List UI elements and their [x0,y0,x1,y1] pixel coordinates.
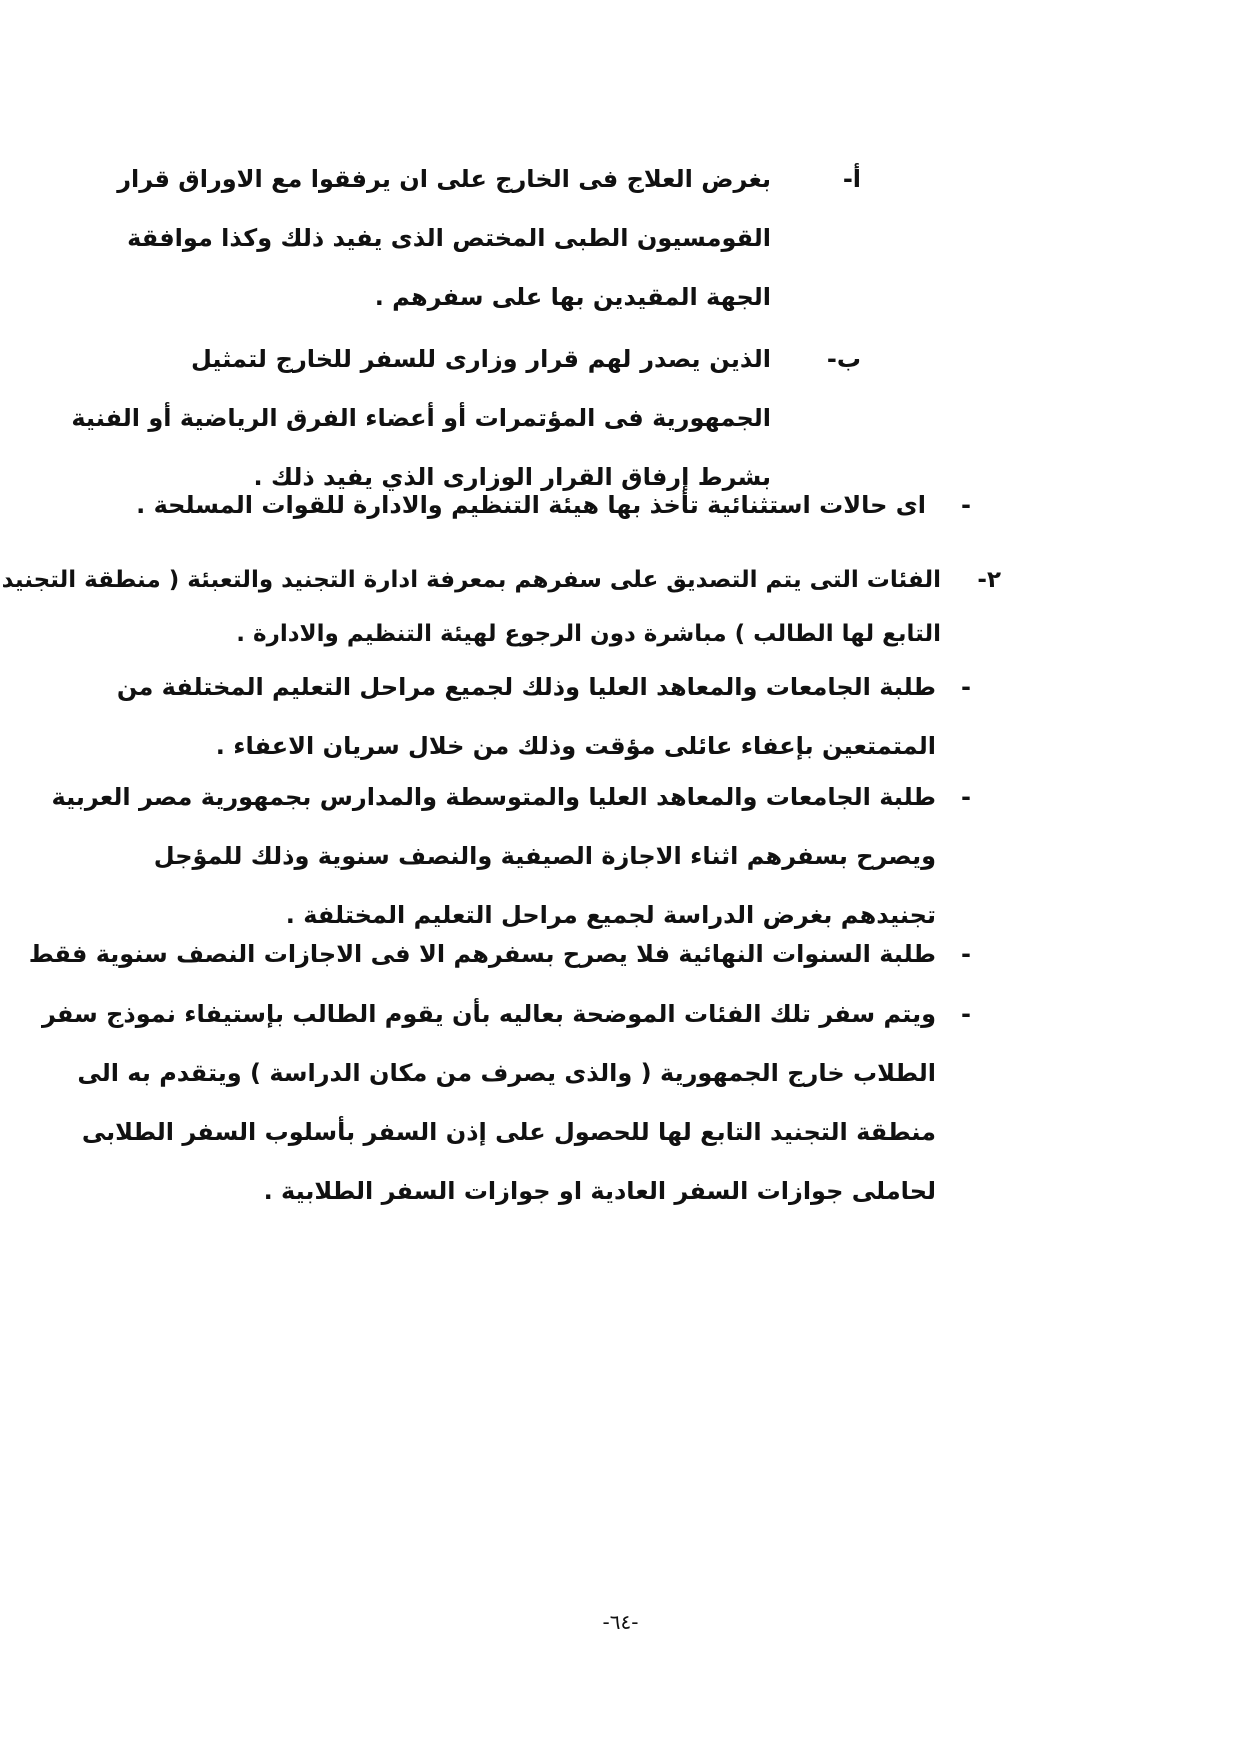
bullet-4-line-4: لحاملى جوازات السفر العادية او جوازات السفر الطلابية . [263,1177,936,1205]
page-number: -٦٤- [602,1610,639,1634]
bullet-2-line-1: طلبة الجامعات والمعاهد العليا والمتوسطة والمدارس بجمهورية مصر العربية [51,783,936,811]
item-b-line-1: الذين يصدر لهم قرار وزارى للسفر للخارج لتمثيل [191,345,771,373]
bullet-4-text [41,985,936,1221]
bullet-2-line-2: ويصرح بسفرهم اثناء الاجازة الصيفية والنصف سنوية وذلك للمؤجل [153,842,936,870]
bullet-1-marker: - [961,673,971,701]
item-a-line-2: القومسيون الطبى المختص الذى يفيد ذلك وكذا موافقة [127,224,771,252]
bullet-2-line-3: تجنيدهم بغرض الدراسة لجميع مراحل التعليم المختلفة . [285,901,936,929]
section-2-heading [1,553,941,661]
item-b-line-2: الجمهورية فى المؤتمرات أو أعضاء الفرق الرياضية أو الفنية [71,404,771,432]
bullet-3-line-1: طلبة السنوات النهائية فلا يصرح بسفرهم الا فى الاجازات النصف سنوية فقط [28,940,936,968]
item-a-line-3: الجهة المقيدين بها على سفرهم . [374,283,771,311]
bullet-1-text [116,658,936,776]
item-b-line-3: بشرط إرفاق القرار الوزارى الذي يفيد ذلك . [253,463,771,491]
bullet-4-line-2: الطلاب خارج الجمهورية ( والذى يصرف من مكان الدراسة ) ويتقدم به الى [77,1059,936,1087]
bullet-1-line-1: طلبة الجامعات والمعاهد العليا وذلك لجميع مراحل التعليم المختلفة من [116,673,936,701]
bullet-3-marker: - [961,940,971,968]
section-2-number: ٢- [977,567,1001,593]
item-a-marker: أ- [842,165,861,193]
item-a-line-1: بغرض العلاج فى الخارج على ان يرفقوا مع الاوراق قرار [117,165,771,193]
bullet-4-marker: - [961,1000,971,1028]
item-b-marker: ب- [826,345,861,373]
bullet-1-line-2: المتمتعين بإعفاء عائلى مؤقت وذلك من خلال سريان الاعفاء . [215,732,936,760]
bullet-4-line-1: ويتم سفر تلك الفئات الموضحة بعاليه بأن يقوم الطالب بإستيفاء نموذج سفر [41,1000,936,1028]
exceptions-marker: - [961,491,971,519]
bullet-4-line-3: منطقة التجنيد التابع لها للحصول على إذن السفر بأسلوب السفر الطلابى [81,1118,936,1146]
exceptions-text [136,476,926,535]
bullet-3-text [28,925,936,984]
section-2-heading-line-2: التابع لها الطالب ) مباشرة دون الرجوع لهيئة التنظيم والادارة . [236,621,941,647]
bullet-2-text [51,768,936,945]
exceptions-line-1: اى حالات استثنائية تأخذ بها هيئة التنظيم والادارة للقوات المسلحة . [136,491,926,519]
bullet-2-marker: - [961,783,971,811]
item-a-text [117,150,771,327]
section-2-heading-line-1: الفئات التى يتم التصديق على سفرهم بمعرفة ادارة التجنيد والتعبئة ( منطقة التجنيد [1,567,941,593]
